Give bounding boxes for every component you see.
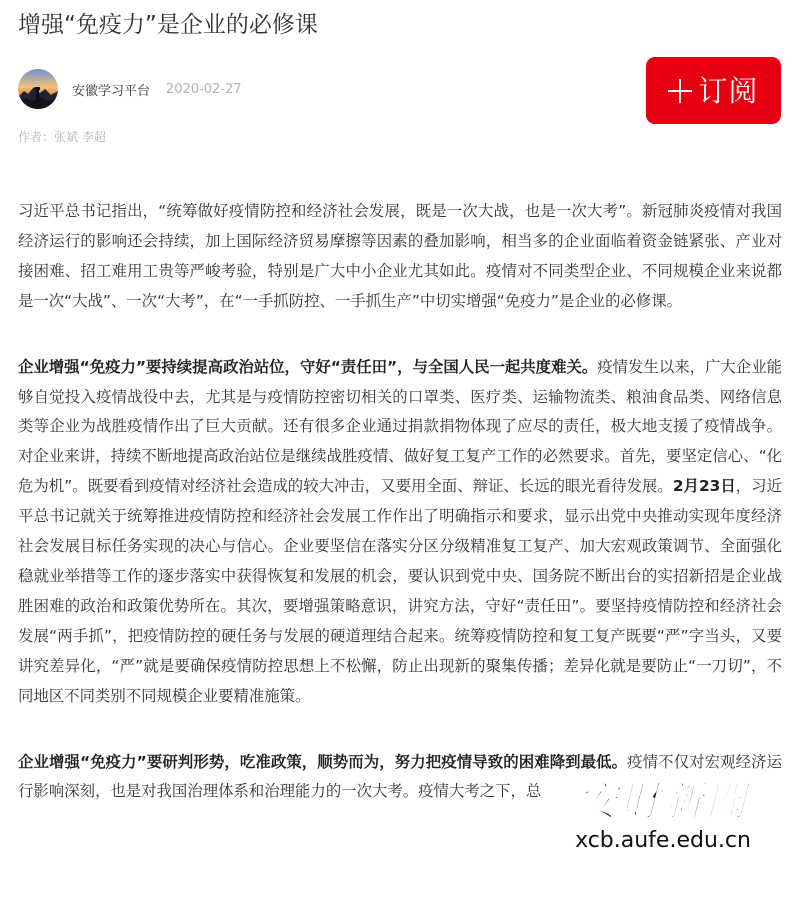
paragraph-text: 疫情发生以来，广大企业能够自觉投入疫情战役中去，尤其是与疫情防控密切相关的口罩类、医疗类、运输物流类、粮油食品类、网络信息类等企业为战胜疫情作出了巨大贡献。还有很多企业通过捐款捐物体现了应尽的责任，极大地支援了疫情战争。对企业来讲，持续不断地提高政治站位是继续战胜疫情、做好复工复产工作的必然要求。首先，要坚定信心、“化危为机”。既要看到疫情对经济社会造成的较大冲击，又要用全面、辩证、长远的眼光看待发展。 (18, 357, 782, 496)
article-body (18, 197, 782, 807)
paragraph-lead: 企业增强“免疫力”要持续提高政治站位，守好“责任田”，与全国人民一起共度难关。 (18, 357, 598, 376)
watermark-title: 安財新聞 (577, 778, 749, 825)
article-title: 增强“免疫力”是企业的必修课 (18, 12, 318, 38)
subscribe-button[interactable] (646, 57, 781, 124)
plus-icon (668, 79, 692, 103)
byline: 作者：张斌 李超 (18, 130, 106, 144)
paragraph (18, 748, 782, 808)
paragraph (18, 353, 782, 712)
author-name[interactable]: 安徽学习平台 (72, 83, 151, 99)
paragraph (18, 197, 782, 317)
author-meta (18, 68, 242, 110)
publish-date: 2020-02-27 (166, 81, 242, 97)
paragraph-lead: 企业增强“免疫力”要研判形势，吃准政策，顺势而为，努力把疫情导致的困难降到最低。 (18, 752, 628, 771)
avatar[interactable] (18, 69, 58, 109)
subscribe-label: 订阅 (698, 73, 759, 108)
watermark-url: xcb.aufe.edu.cn (575, 828, 751, 853)
paragraph-text: 习近平总书记指出，“统筹做好疫情防控和经济社会发展，既是一次大战，也是一次大考”。新冠肺炎疫情对我国经济运行的影响还会持续，加上国际经济贸易摩擦等因素的叠加影响，相当多的企业面临着资金链紧张、产业对接困难、招工难用工贵等严峻考验，特别是广大中小企业尤其如此。疫情对不同类型企业、不同规模企业来说都是一次“大战”、一次“大考”，在“一手抓防控、一手抓生产”中切实增强“免疫力”是企业的必修课。 (18, 202, 782, 310)
paragraph-date-highlight: 2月23日 (672, 477, 736, 496)
paragraph-text: 疫情不仅对宏观经济运行影响深刻，也是对我国治理体系和治理能力的一次大考。疫情大考之下，总 (18, 752, 782, 801)
paragraph-text: ，习近平总书记就关于统筹推进疫情防控和经济社会发展工作作出了明确指示和要求，显示出党中央推动实现年度经济社会发展目标任务实现的决心与信心。企业要坚信在落实分区分级精准复工复产、加大宏观政策调节、全面强化稳就业举措等工作的逐步落实中获得恢复和发展的机会，要认识到党中央、国务院不断出台的实招新招是企业战胜困难的政治和政策优势所在。其次，要增强策略意识，讲究方法，守好“责任田”。要坚持疫情防控和经济社会发展“两手抓”，把疫情防控的硬任务与发展的硬道理结合起来。统筹疫情防控和复工复产既要“严”字当头，又要讲究差异化，“严”就是要确保疫情防控思想上不松懈，防止出现新的聚集传播；差异化就是要防止“一刀切”，不同地区不同类别不同规模企业要精准施策。 (18, 477, 782, 705)
